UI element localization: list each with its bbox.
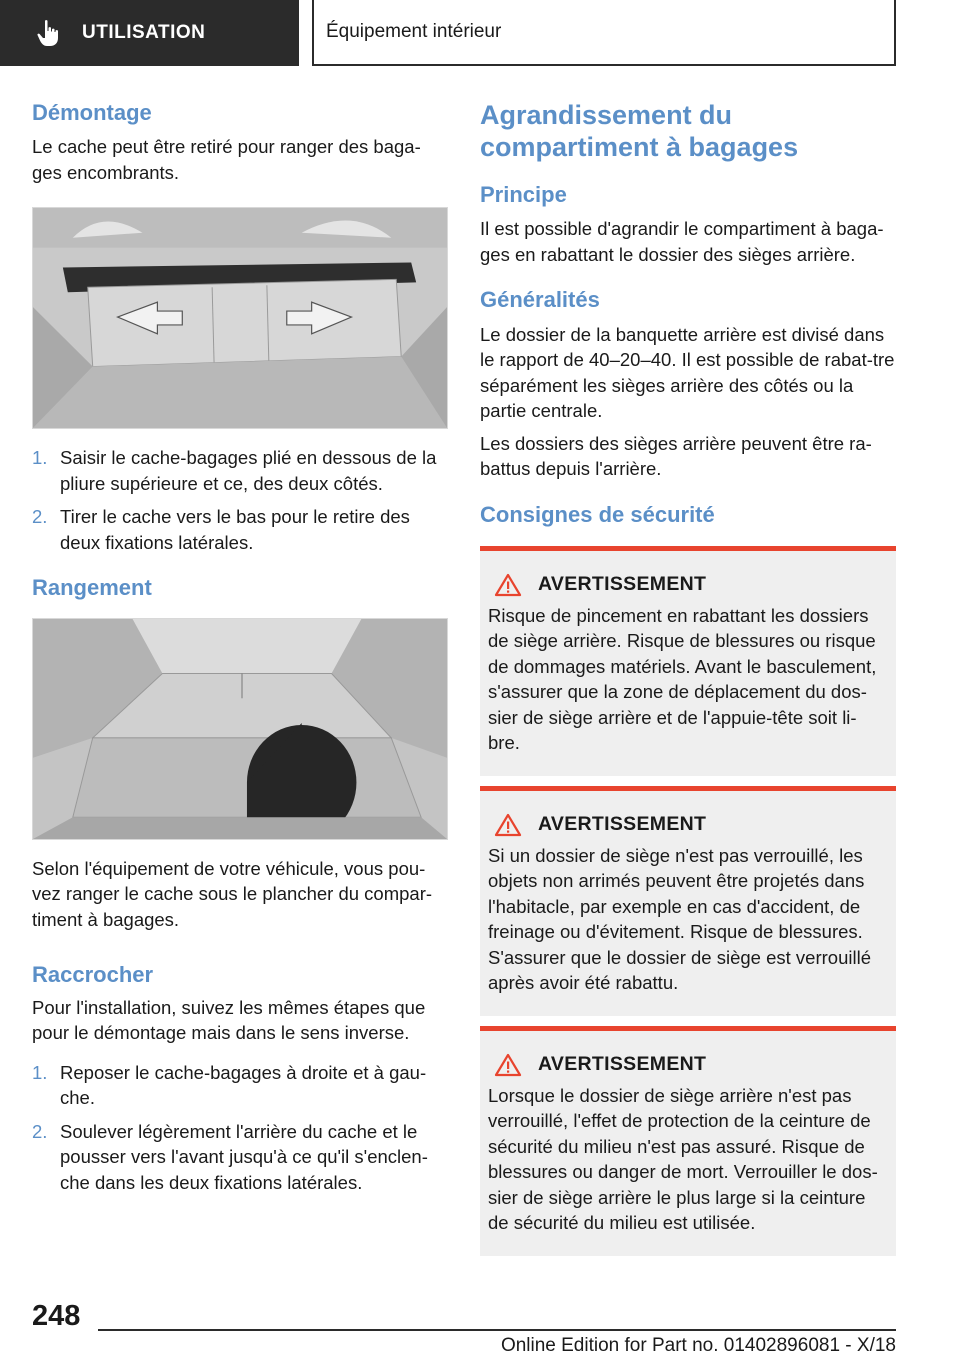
principe-text: Il est possible d'agrandir le compartiment à baga-ges en rabattant le dossier des sièges arrière. <box>480 218 884 265</box>
warning-triangle-icon <box>494 813 522 837</box>
demontage-text: Le cache peut être retiré pour ranger des baga-ges encombrants. <box>32 136 421 183</box>
step-text: Reposer le cache-bagages à droite et à gau-che. <box>60 1061 427 1109</box>
warning-text: Lorsque le dossier de siège arrière n'est pas verrouillé, l'effet de protection de la ceinture de sécurité du milieu n'est pas assuré. Risque de blessures ou danger de mort. Verrouiller le dos-sier de siège arrière le plus large si la ceinture de sécurité du milieu est utilisée. <box>488 1084 878 1234</box>
footer-divider <box>98 1329 896 1331</box>
list-item <box>32 445 448 496</box>
trunk-storage-photo <box>32 618 448 840</box>
warning-text: Risque de pincement en rabattant les dossiers de siège arrière. Risque de blessures ou risque de dommages matériels. Avant le basculement, s'assurer que la zone de déplacement du dos-sier de siège arrière et de l'appuie-tête soit li-bre. <box>488 604 877 754</box>
rangement-text: Selon l'équipement de votre véhicule, vous pou-vez ranger le cache sous le plancher du compar-timent à bagages. <box>32 857 433 930</box>
generalites-text-2: Les dossiers des sièges arrière peuvent être ra-battus depuis l'arrière. <box>480 432 872 479</box>
right-column <box>480 100 896 1256</box>
warning-title: AVERTISSEMENT <box>538 573 707 596</box>
list-item <box>32 504 448 555</box>
chapter-tab-label: Équipement intérieur <box>326 21 502 42</box>
section-tab-label: UTILISATION <box>82 22 206 43</box>
step-text: Soulever légèrement l'arrière du cache et le pousser vers l'avant jusqu'à ce qu'il s'enclen-che dans les deux fixations latérales. <box>60 1120 428 1193</box>
warning-box <box>480 786 896 1016</box>
step-text: Tirer le cache vers le bas pour le retire des deux fixations latérales. <box>60 506 410 553</box>
step-number: 2. <box>32 1120 48 1142</box>
consignes-heading: Consignes de sécurité <box>480 501 715 527</box>
demontage-heading: Démontage <box>32 100 152 125</box>
section-title: Agrandissement du compartiment à bagages <box>480 100 799 162</box>
hand-pointer-icon <box>34 18 64 48</box>
generalites-text-1: Le dossier de la banquette arrière est divisé dans le rapport de 40–20–40. Il est possible de rabat-tre séparément les sièges arrière des côtés ou la partie centrale. <box>480 323 895 421</box>
step-text: Saisir le cache-bagages plié en dessous de la pliure supérieure et ce, des deux côtés. <box>60 447 437 494</box>
warning-header <box>494 813 888 837</box>
warning-header <box>494 573 888 597</box>
warning-title: AVERTISSEMENT <box>538 1053 707 1076</box>
raccrocher-text: Pour l'installation, suivez les mêmes étapes que pour le démontage mais dans le sens inverse. <box>32 996 426 1044</box>
edition-info: Online Edition for Part no. 01402896081 - X/18 <box>500 1335 896 1356</box>
list-item <box>32 1119 448 1196</box>
warning-triangle-icon <box>494 1053 522 1077</box>
page-header <box>0 0 960 66</box>
raccrocher-heading: Raccrocher <box>32 962 154 988</box>
list-item <box>32 1060 448 1111</box>
raccrocher-steps <box>32 1060 448 1196</box>
generalites-heading: Généralités <box>480 287 600 313</box>
chapter-tab <box>312 0 896 66</box>
left-column <box>32 100 448 1203</box>
warning-box <box>480 546 896 776</box>
section-tab <box>0 0 299 66</box>
demontage-steps <box>32 445 448 555</box>
warning-box <box>480 1026 896 1256</box>
step-number: 1. <box>32 447 48 469</box>
warning-triangle-icon <box>494 573 522 597</box>
warning-text: Si un dossier de siège n'est pas verrouillé, les objets non arrimés peuvent être projetés dans l'habitacle, par exemple en cas d'accident, de freinage ou d'évitement. Risque de blessures. S'assurer que le dossier de siège est verrouillé après avoir été rabattu. <box>488 844 871 994</box>
page-number: 248 <box>32 1300 81 1332</box>
warning-header <box>494 1053 888 1077</box>
trunk-cover-photo <box>32 207 448 429</box>
step-number: 1. <box>32 1061 48 1083</box>
step-number: 2. <box>32 506 48 528</box>
warning-title: AVERTISSEMENT <box>538 813 707 836</box>
principe-heading: Principe <box>480 181 567 207</box>
rangement-heading: Rangement <box>32 575 152 601</box>
